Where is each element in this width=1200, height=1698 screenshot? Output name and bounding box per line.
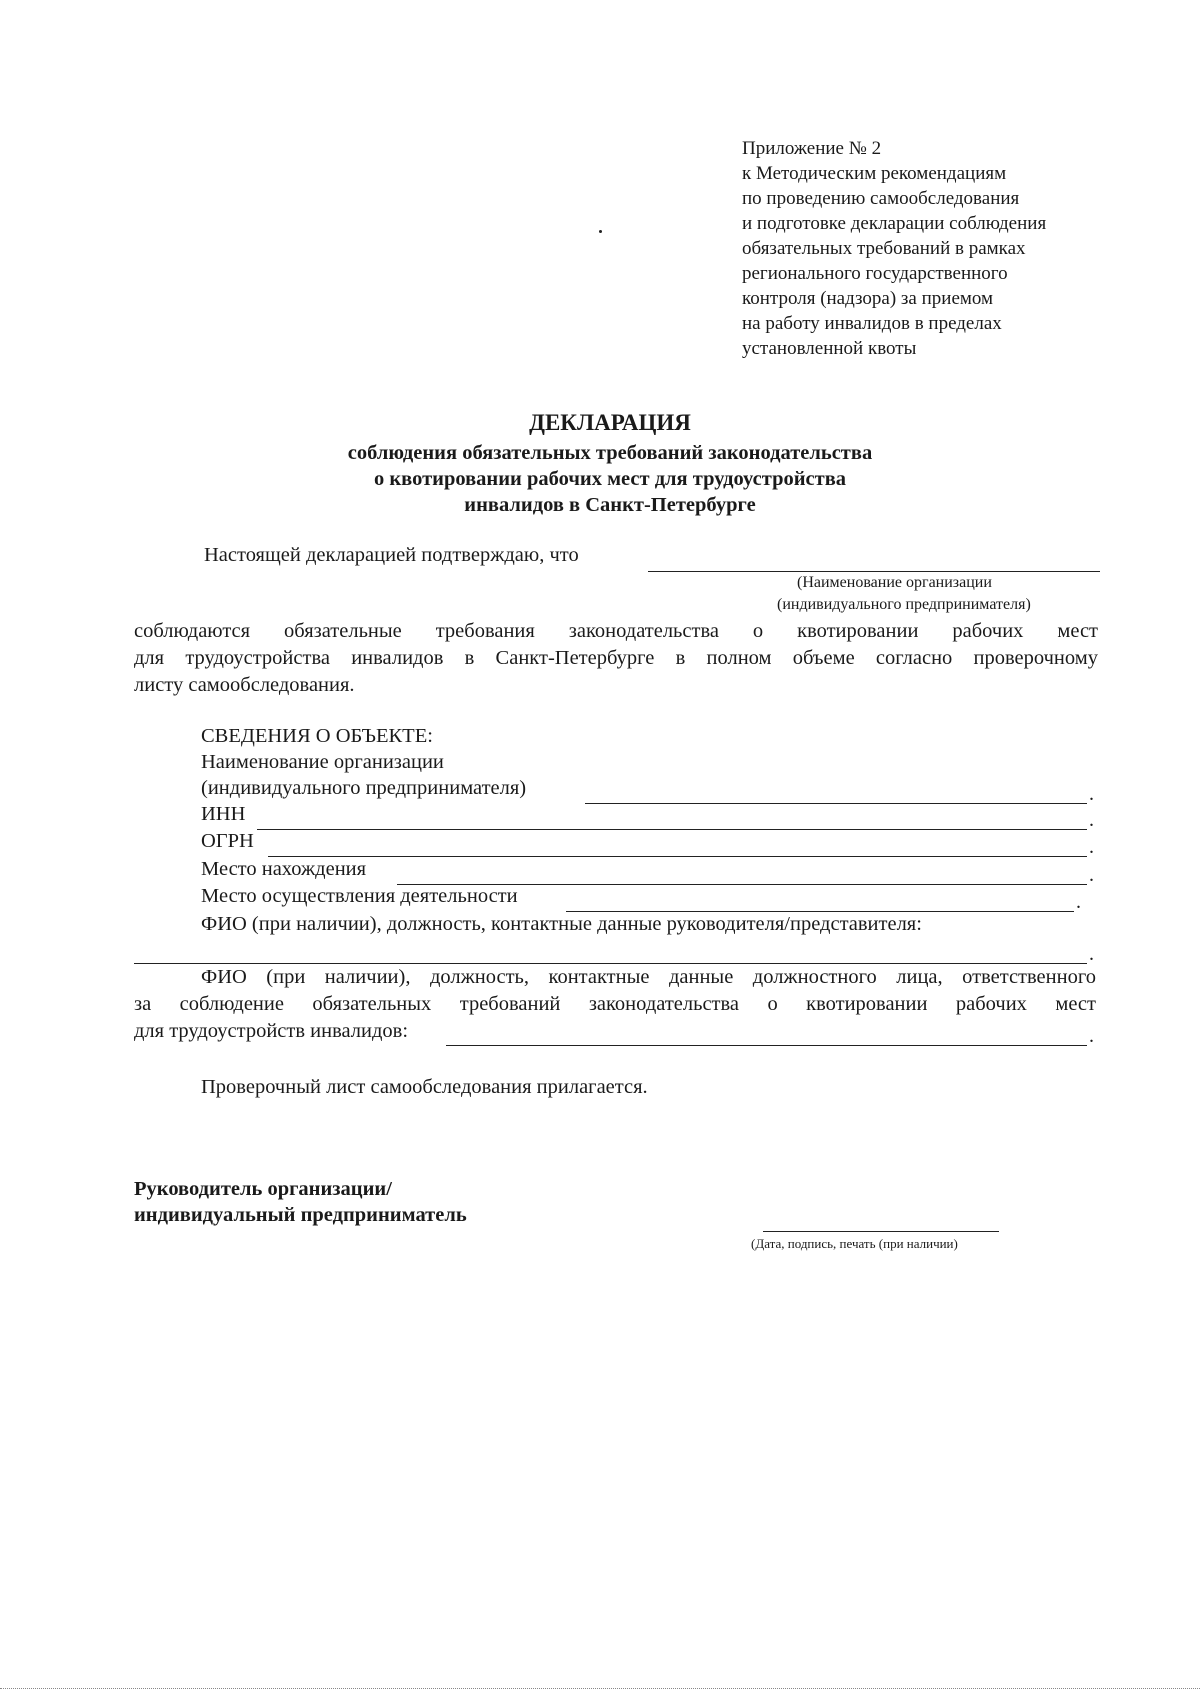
signatory-role: индивидуальный предприниматель: [134, 1204, 467, 1226]
signature-caption: (Дата, подпись, печать (при наличии): [751, 1236, 958, 1251]
responsible-person-text: ФИО (при наличии), должность, контактные данные должностного лица, ответственного: [201, 966, 1096, 988]
object-info-heading: СВЕДЕНИЯ О ОБЪЕКТЕ:: [201, 725, 433, 747]
document-title: ДЕКЛАРАЦИЯ: [529, 410, 691, 435]
field-end-dot: .: [1089, 783, 1094, 805]
appendix-note: [742, 136, 1046, 361]
document-subtitle: [200, 440, 1020, 518]
ogrn-field[interactable]: [268, 856, 1087, 857]
activity-place-label: Место осуществления деятельности: [201, 885, 518, 907]
appendix-line: по проведению самообследования: [742, 188, 1020, 209]
appendix-line: и подготовке декларации соблюдения: [742, 213, 1047, 234]
responsible-person-field[interactable]: [446, 1045, 1087, 1046]
subtitle-line: инвалидов в Санкт-Петербурге: [464, 494, 756, 516]
declaration-intro: Настоящей декларацией подтверждаю, что: [204, 544, 579, 566]
declaration-body-line: для трудоустройства инвалидов в Санкт-Петербурге в полном объеме согласно проверочному: [134, 647, 1098, 669]
attachment-note: Проверочный лист самообследования прилагается.: [201, 1076, 648, 1098]
subtitle-line: соблюдения обязательных требований законодательства: [347, 442, 873, 464]
appendix-line: обязательных требований в рамках: [742, 238, 1026, 259]
org-caption: (индивидуального предпринимателя): [777, 596, 1031, 613]
signature-line[interactable]: [763, 1231, 999, 1232]
field-end-dot: .: [1089, 864, 1094, 886]
appendix-line: к Методическим рекомендациям: [742, 163, 1007, 184]
declaration-body-line: соблюдаются обязательные требования законодательства о квотировании рабочих мест: [134, 620, 1098, 642]
appendix-line: контроля (надзора) за приемом: [742, 288, 994, 309]
scan-artifact-line: [0, 1688, 1200, 1689]
responsible-person-text: за соблюдение обязательных требований законодательства о квотировании рабочих мест: [134, 993, 1096, 1015]
scan-speck: [599, 230, 602, 233]
org-name-label: Наименование организации: [201, 751, 444, 773]
field-end-dot: .: [1089, 943, 1094, 965]
field-end-dot: .: [1089, 809, 1094, 831]
appendix-line: регионального государственного: [742, 263, 1008, 284]
subtitle-line: о квотировании рабочих мест для трудоустройства: [373, 468, 847, 490]
location-label: Место нахождения: [201, 858, 367, 880]
field-end-dot: .: [1089, 1025, 1094, 1047]
inn-label: ИНН: [201, 803, 246, 825]
head-contact-field[interactable]: [134, 963, 1087, 964]
activity-place-field[interactable]: [566, 911, 1074, 912]
head-contact-label: ФИО (при наличии), должность, контактные данные руководителя/представителя:: [201, 913, 922, 935]
org-name-line[interactable]: [648, 571, 1100, 572]
field-end-dot: .: [1076, 891, 1081, 913]
signatory-role: Руководитель организации/: [134, 1178, 392, 1200]
responsible-person-text: для трудоустройств инвалидов:: [134, 1020, 409, 1042]
declaration-body-line: листу самообследования.: [134, 674, 355, 696]
org-name-label: (индивидуального предпринимателя): [201, 777, 527, 799]
inn-field[interactable]: [257, 829, 1087, 830]
ogrn-label: ОГРН: [201, 830, 254, 852]
org-caption: (Наименование организации: [797, 574, 992, 591]
appendix-line: на работу инвалидов в пределах: [742, 313, 1002, 334]
appendix-line: установленной квоты: [742, 338, 917, 359]
org-name-field[interactable]: [585, 803, 1087, 804]
appendix-line: Приложение № 2: [742, 138, 882, 159]
field-end-dot: .: [1089, 836, 1094, 858]
